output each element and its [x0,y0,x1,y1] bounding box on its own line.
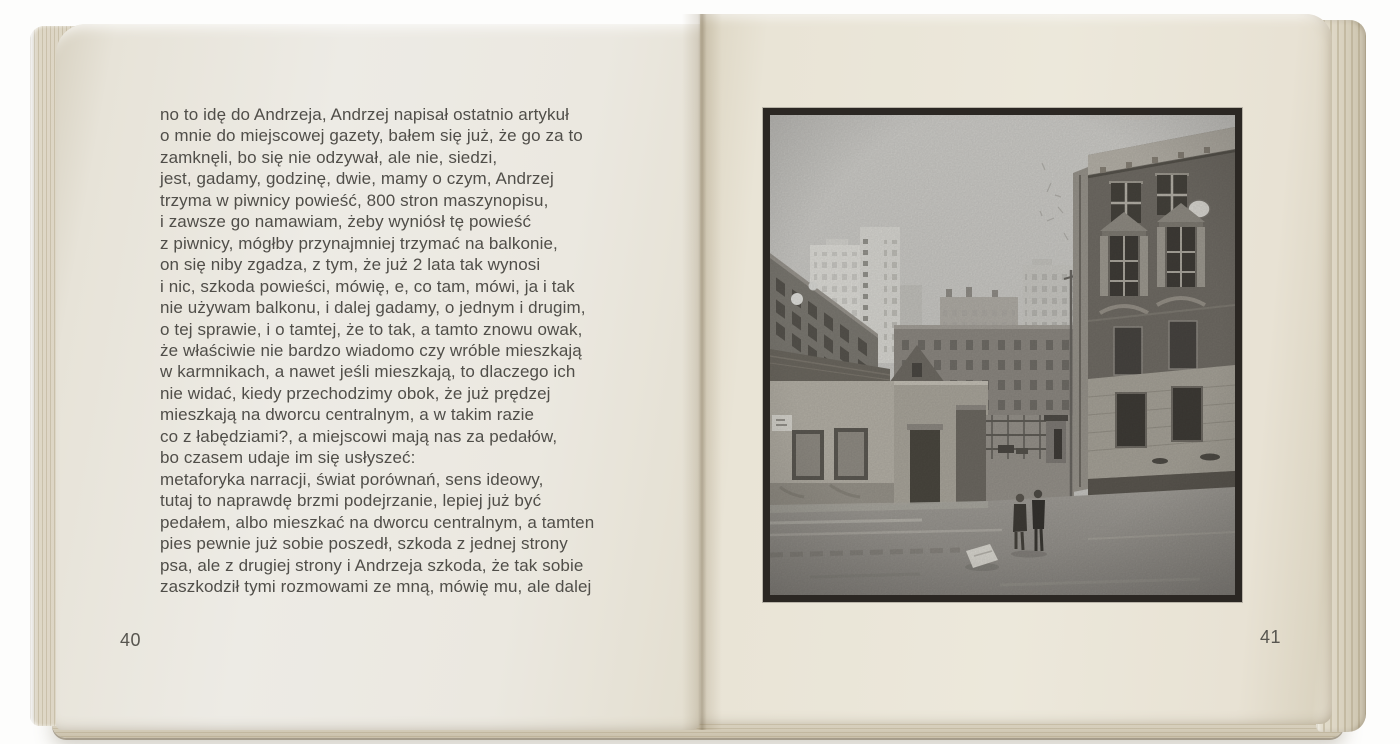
text-line: mieszkają na dworcu centralnym, a w takim razie [160,405,535,425]
text-line: trzyma w piwnicy powieść, 800 stron maszynopisu, [160,190,549,210]
text-line: nie widać, kiedy przechodzimy obok, że już prędzej [160,383,551,403]
text-line: nie używam balkonu, i dalej gadamy, o jednym i drugim, [160,298,586,318]
page-right [700,14,1332,724]
vignette [770,115,1235,595]
text-line: no to idę do Andrzeja, Andrzej napisał ostatnio artykuł [160,105,570,124]
text-line: o mnie do miejscowej gazety, bałem się już, że go za to [160,126,583,146]
body-text [160,104,670,597]
text-line: zaszkodził tymi rozmowami ze mną, mówię mu, ale dalej [160,576,592,596]
text-line: z piwnicy, mógłby przynajmniej trzymać na balkonie, [160,233,558,253]
text-line: metaforyka narracji, świat porównań, sens ideowy, [160,469,544,489]
text-line: on się niby zgadza, z tym, że już 2 lata tak wynosi [160,255,541,275]
text-line: co z łabędziami?, a miejscowi mają nas za pedałów, [160,426,558,446]
text-line: pies pewnie już sobie poszedł, szkoda z jednej strony [160,534,568,554]
street-photo [770,115,1235,595]
text-line: jest, gadamy, godzinę, dwie, mamy o czym, Andrzej [160,169,554,189]
text-line: w karmnikach, a nawet jeśli mieszkają, to dlaczego ich [160,362,576,382]
text-line: tutaj to naprawdę brzmi podejrzanie, lepiej już być [160,491,542,511]
text-line: że właściwie nie bardzo wiadomo czy wróble mieszkają [160,340,582,360]
page-number-right: 41 [1260,627,1282,647]
text-line: pedałem, albo mieszkać na dworcu centralnym, a tamten [160,512,595,532]
page-number-left: 40 [120,630,142,650]
page-left [56,24,700,730]
text-line: i nic, szkoda powieści, mówię, e, co tam, mówi, ja i tak [160,276,575,296]
text-line: zamknęli, bo się nie odzywał, ale nie, siedzi, [160,147,498,167]
text-line: psa, ale z drugiej strony i Andrzeja szkoda, że tak sobie [160,555,584,575]
text-line: bo czasem udaje im się usłyszeć: [160,448,416,468]
text-line: o tej sprawie, i o tamtej, że to tak, a tamto znowu owak, [160,319,583,339]
photo-plate [763,108,1242,602]
text-line: i zawsze go namawiam, żeby wyniósł tę powieść [160,212,532,232]
